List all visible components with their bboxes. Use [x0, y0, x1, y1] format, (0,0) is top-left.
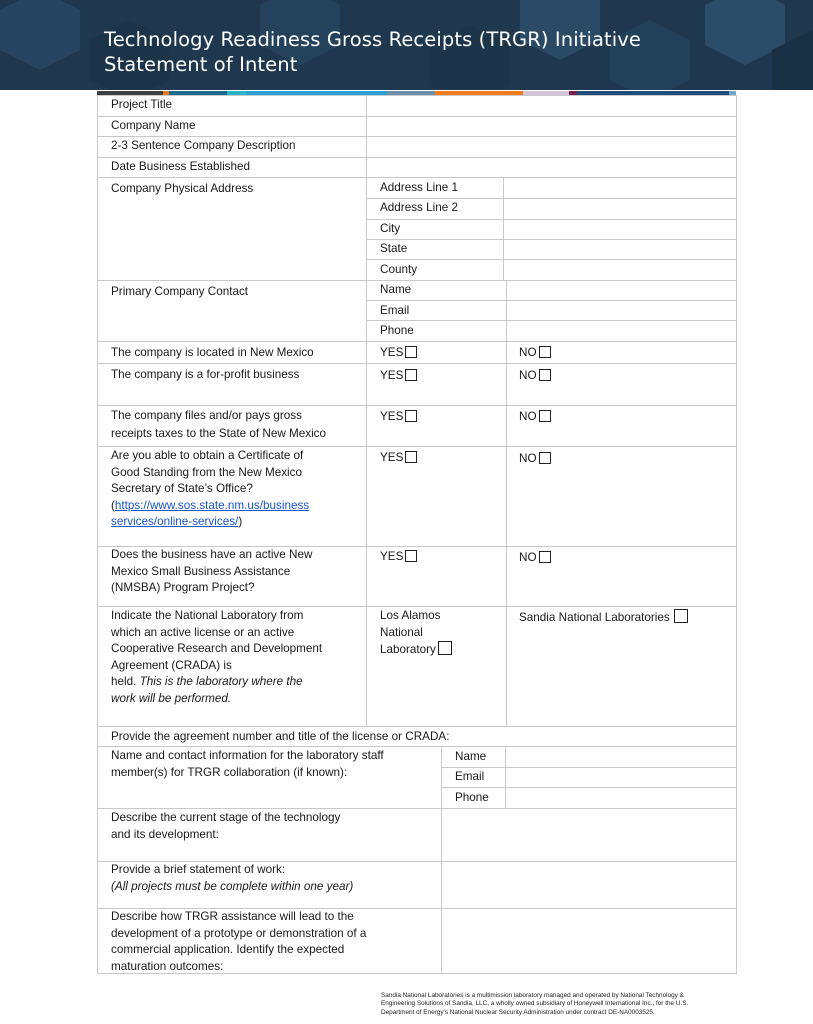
staff-email-label: Email — [455, 770, 485, 783]
no-option: NO — [519, 345, 551, 362]
company-description-label: 2-3 Sentence Company Description — [111, 139, 296, 152]
checkbox-sandia[interactable] — [674, 609, 688, 623]
project-title-field[interactable] — [367, 96, 736, 116]
date-established-field[interactable] — [367, 158, 736, 177]
checkbox-no[interactable] — [539, 551, 551, 563]
question-new-mexico: The company is located in New Mexico — [111, 346, 314, 359]
checkbox-no[interactable] — [539, 452, 551, 464]
option-los-alamos: Los Alamos National Laboratory — [380, 608, 452, 659]
staff-email-field[interactable] — [506, 768, 736, 787]
yes-option: YES — [380, 409, 417, 426]
trgr-assistance-label: Describe how TRGR assistance will lead to the development of a prototype or demonstration of a commercial application. Identify the expected maturation outcomes: — [111, 910, 367, 973]
address-line1-label: Address Line 1 — [380, 181, 458, 194]
question-nmsba: Does the business have an active New Mexico Small Business Assistance (NMSBA) Program Project? — [111, 548, 313, 594]
checkbox-yes[interactable] — [405, 346, 417, 358]
checkbox-yes[interactable] — [405, 451, 417, 463]
tech-stage-label: Describe the current stage of the technology and its development: — [111, 811, 341, 841]
county-label: County — [380, 263, 418, 276]
checkbox-no[interactable] — [539, 410, 551, 422]
physical-address-label: Company Physical Address — [111, 182, 254, 195]
checkbox-no[interactable] — [539, 346, 551, 358]
yes-option: YES — [380, 549, 417, 566]
staff-name-field[interactable] — [506, 747, 736, 767]
header-banner — [0, 0, 813, 90]
page-title: Technology Readiness Gross Receipts (TRGR) Initiative Statement of Intent — [104, 28, 642, 76]
no-option: NO — [519, 550, 551, 567]
staff-phone-field[interactable] — [506, 788, 736, 808]
date-established-label: Date Business Established — [111, 160, 251, 173]
city-field[interactable] — [504, 220, 736, 239]
checkbox-yes[interactable] — [405, 550, 417, 562]
agreement-label: Provide the agreement number and title of the license or CRADA: — [111, 730, 450, 743]
statement-of-work-field[interactable] — [442, 862, 736, 908]
option-sandia: Sandia National Laboratories — [519, 609, 688, 627]
question-good-standing: Are you able to obtain a Certificate of Good Standing from the New Mexico Secretary of State’s Office? (https://www.sos.state.nm.us/business services/online-services/) — [111, 449, 310, 528]
staff-name-label: Name — [455, 750, 487, 763]
no-option: NO — [519, 409, 551, 426]
address-line1-field[interactable] — [504, 178, 736, 198]
lab-staff-label: Name and contact information for the laboratory staff member(s) for TRGR collaboration (if known): — [111, 749, 384, 779]
contact-email-field[interactable] — [507, 301, 736, 320]
trgr-assistance-field[interactable] — [442, 909, 736, 973]
contact-phone-label: Phone — [380, 324, 414, 337]
city-label: City — [380, 222, 401, 235]
footer-disclaimer: Sandia National Laboratories is a multimission laboratory managed and operated by National Technology & Engineering Solutions of Sandia, LLC, a wholly owned subsidiary of Honeywell International Inc., for the U.S. Department of Energy’s National Nuclear Security Administration under contract DE-NA0003525. — [381, 992, 689, 1016]
company-description-field[interactable] — [367, 137, 736, 157]
no-option: NO — [519, 368, 551, 385]
address-line2-field[interactable] — [504, 199, 736, 219]
question-national-lab: Indicate the National Laboratory from which an active license or an active Cooperative Research and Development Agreement (CRADA) is held. This is the laboratory where the work will be performed. — [111, 609, 323, 705]
tech-stage-field[interactable] — [442, 809, 736, 861]
company-name-field[interactable] — [367, 117, 736, 136]
staff-phone-label: Phone — [455, 791, 489, 804]
checkbox-yes[interactable] — [405, 369, 417, 381]
checkbox-no[interactable] — [539, 369, 551, 381]
company-name-label: Company Name — [111, 119, 196, 132]
contact-name-field[interactable] — [507, 281, 736, 300]
address-line2-label: Address Line 2 — [380, 201, 458, 214]
contact-name-label: Name — [380, 283, 412, 296]
contact-email-label: Email — [380, 304, 410, 317]
county-field[interactable] — [504, 260, 736, 280]
yes-option: YES — [380, 368, 417, 385]
sos-link[interactable]: https://www.sos.state.nm.us/business — [114, 498, 310, 512]
question-for-profit: The company is a for-profit business — [111, 368, 300, 381]
no-option: NO — [519, 451, 551, 468]
project-title-label: Project Title — [111, 98, 173, 111]
yes-option: YES — [380, 450, 417, 467]
checkbox-los-alamos[interactable] — [438, 641, 452, 655]
statement-of-work-label: Provide a brief statement of work: (All projects must be complete within one year) — [111, 863, 354, 893]
yes-option: YES — [380, 345, 417, 362]
checkbox-yes[interactable] — [405, 410, 417, 422]
question-gross-receipts: The company files and/or pays gross receipts taxes to the State of New Mexico — [111, 409, 327, 440]
state-field[interactable] — [504, 240, 736, 259]
sos-link-cont[interactable]: services/online-services/ — [111, 515, 239, 528]
contact-phone-field[interactable] — [507, 321, 736, 341]
state-label: State — [380, 242, 408, 255]
primary-contact-label: Primary Company Contact — [111, 285, 249, 298]
